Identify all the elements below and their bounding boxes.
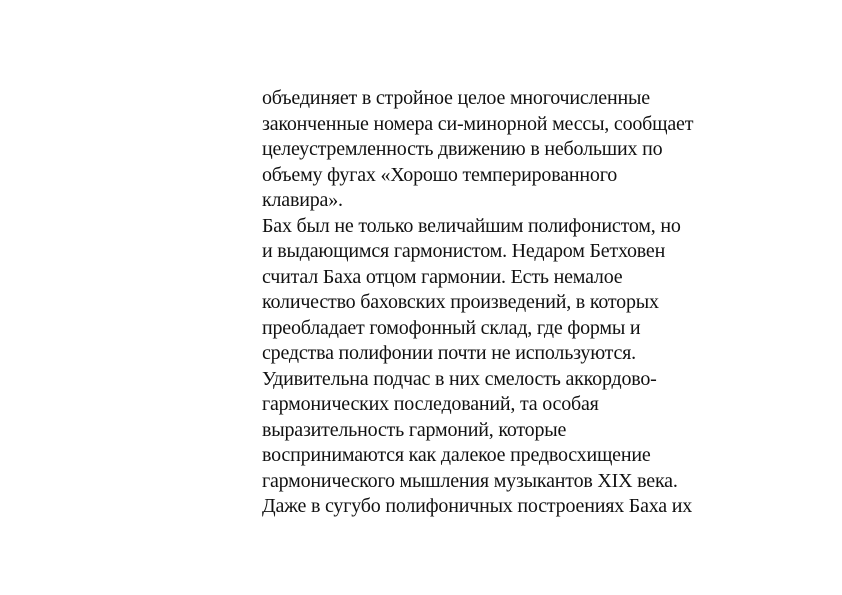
body-text [262, 86, 762, 520]
text-line: воспринимаются как далекое предвосхищение [262, 444, 651, 466]
text-line: законченные номера си-минорной мессы, сообщает [262, 112, 694, 135]
text-line: клавира». [262, 189, 343, 211]
text-line: Бах был не только величайшим полифонистом, но [262, 214, 681, 237]
text-line: количество баховских произведений, в которых [262, 291, 659, 313]
text-line: гармонических последований, та особая [262, 393, 599, 415]
text-line: преобладает гомофонный склад, где формы и [262, 316, 641, 339]
text-line: целеустремленность движению в небольших по [262, 138, 663, 160]
text-line: считал Баха отцом гармонии. Есть немалое [262, 265, 623, 288]
text-line: средства полифонии почти не используются. [262, 342, 636, 364]
text-line: и выдающимся гармонистом. Недаром Бетховен [262, 240, 666, 262]
text-line: объединяет в стройное целое многочисленные [262, 87, 650, 109]
text-line: Удивительна подчас в них смелость аккордово- [262, 367, 657, 390]
text-line: Даже в сугубо полифоничных построениях Баха их [262, 495, 693, 517]
text-line: гармонического мышления музыкантов XIX века. [262, 469, 678, 492]
text-line: объему фугах «Хорошо темперированного [262, 163, 618, 186]
text-line: выразительность гармоний, которые [262, 418, 567, 441]
